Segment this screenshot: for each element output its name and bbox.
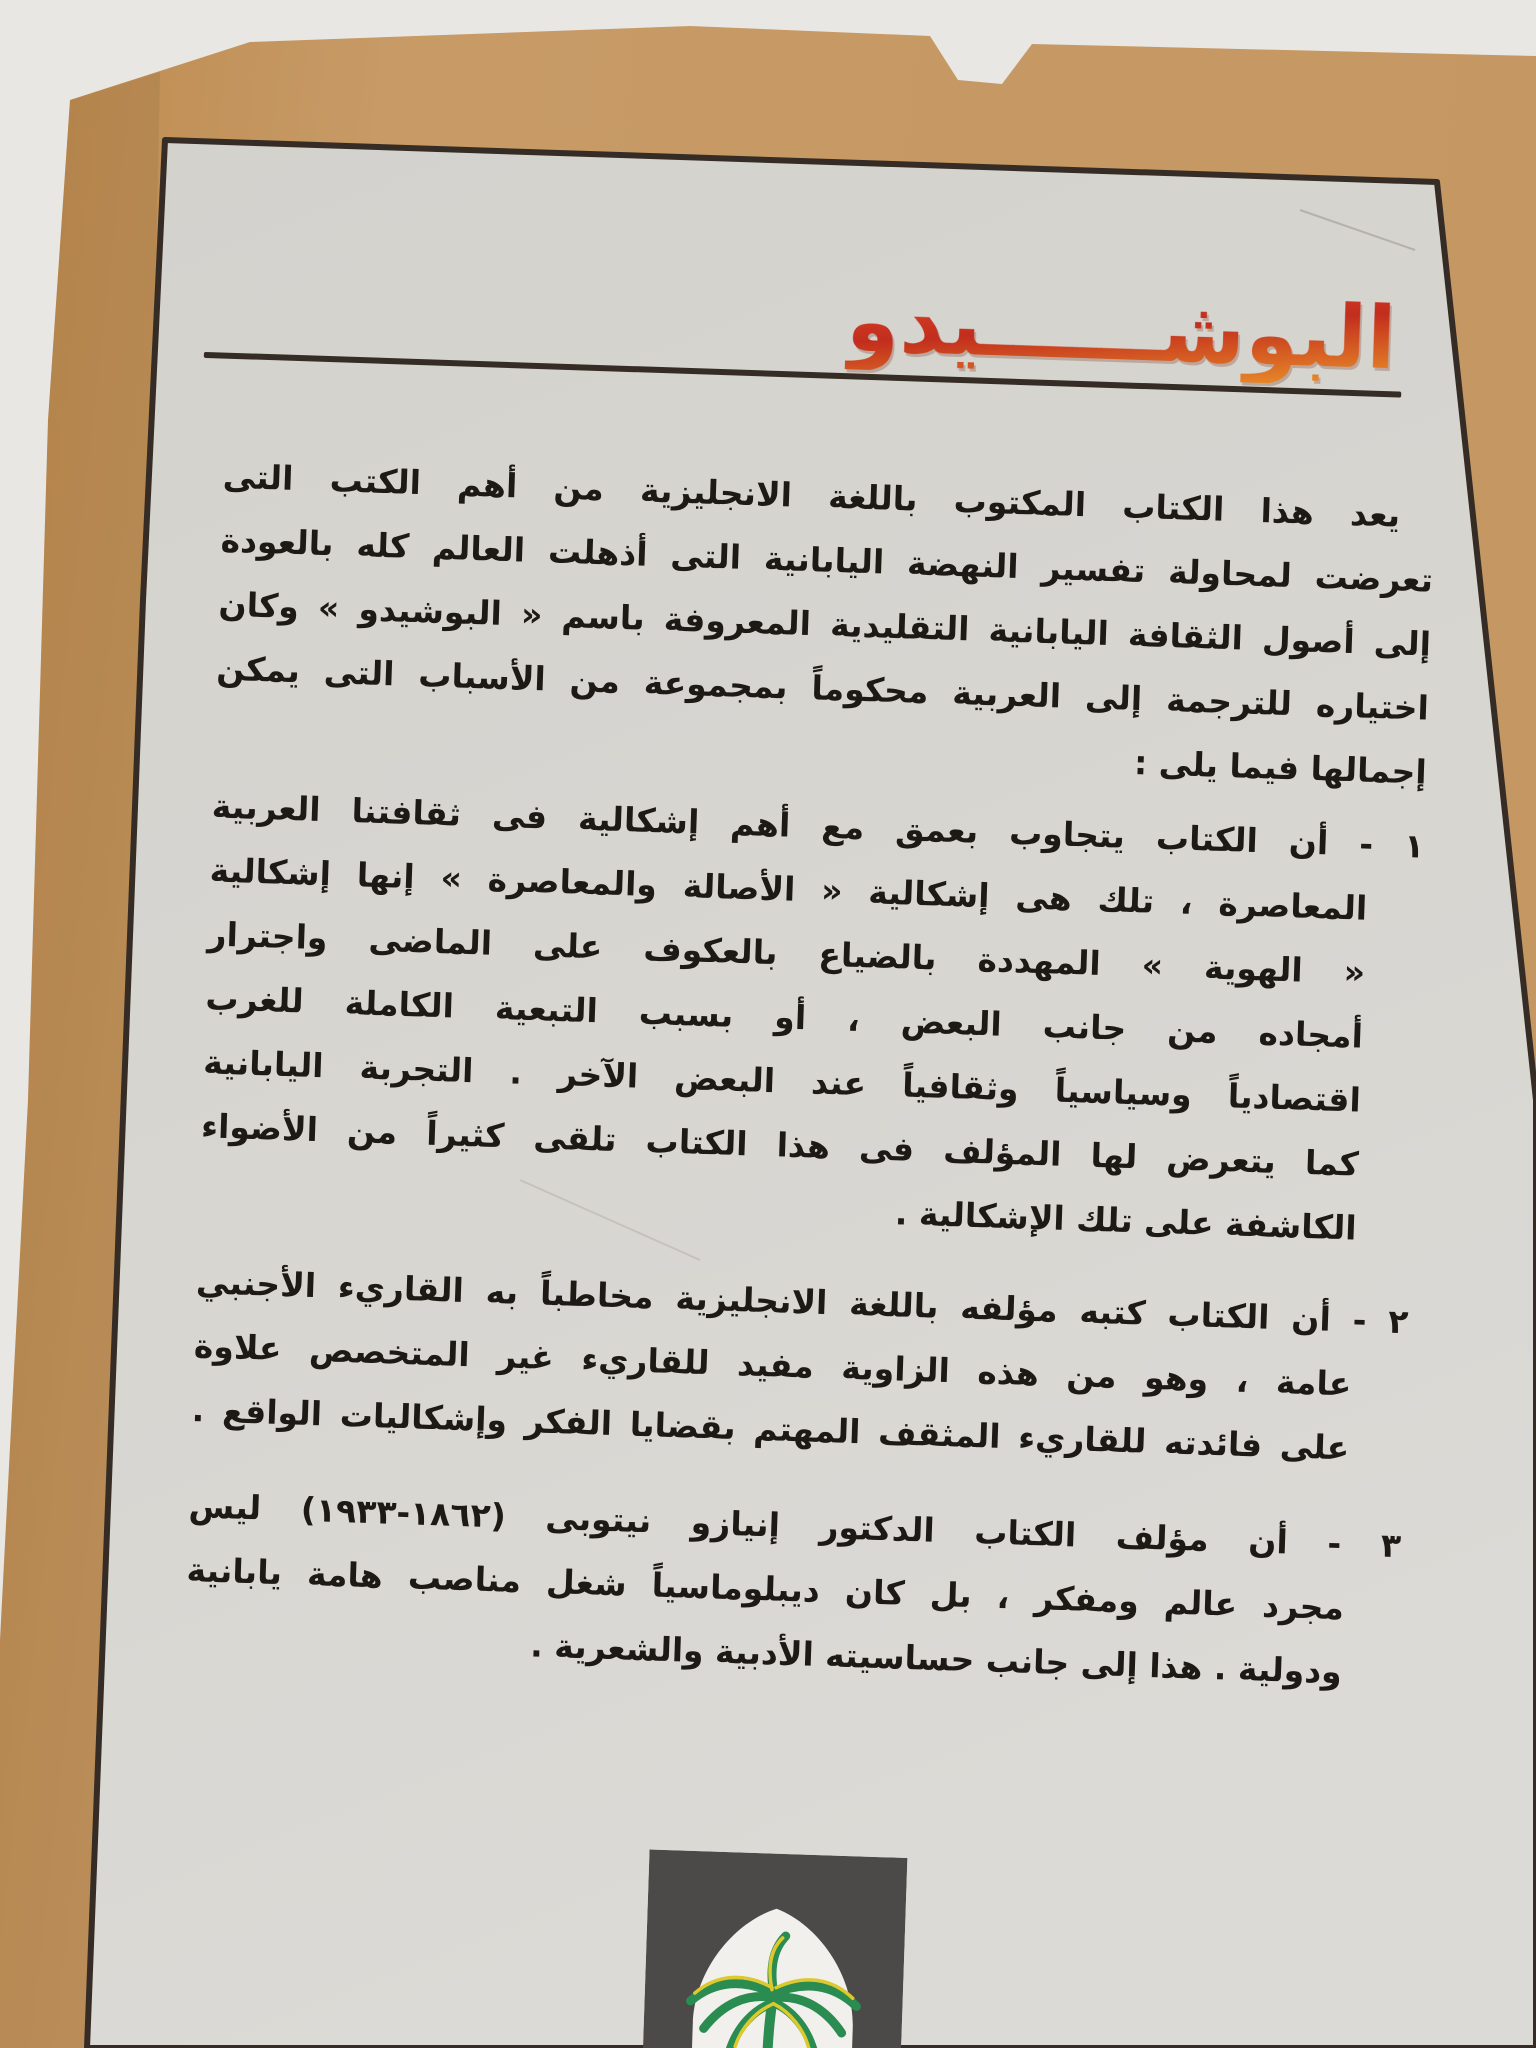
text-line: على فائدته للقاريء المثقف المهتم بقضايا الفكر وإشكاليات الواقع . xyxy=(191,1390,1350,1468)
text-line: ودولية . هذا إلى جانب حساسيته الأدبية والشعرية . xyxy=(529,1625,1343,1692)
intro-paragraph xyxy=(213,445,1436,805)
text-line: ٣ - أن مؤلف الكتاب الدكتور إنيازو نيتوبى (١٨٦٢-١٩٣٣) ليس xyxy=(188,1486,1402,1566)
text-line: كما يتعرض لها المؤلف فى هذا الكتاب تلقى كثيراً من الأضواء xyxy=(200,1106,1360,1184)
text-line: أمجاده من جانب البعض ، أو بسبب التبعية الكاملة للغرب xyxy=(204,978,1364,1056)
reason-item-2 xyxy=(191,1250,1410,1482)
text-line: يعد هذا الكتاب المكتوب باللغة الانجليزية من أهم الكتب التى xyxy=(222,456,1401,535)
book-title: البوشــــــيدو xyxy=(844,271,1398,390)
text-line: الكاشفة على تلك الإشكالية . xyxy=(894,1193,1358,1248)
text-line: إجمالها فيما يلى : xyxy=(1133,742,1428,792)
text-line: إلى أصول الثقافة اليابانية التقليدية المعروفة باسم « البوشيدو » وكان xyxy=(217,584,1432,664)
text-line: تعرضت لمحاولة تفسير النهضة اليابانية التى أذهلت العالم كله بالعودة xyxy=(220,520,1434,600)
reason-item-1 xyxy=(198,774,1425,1262)
text-line: ١ - أن الكتاب يتجاوب بعمق مع أهم إشكالية فى ثقافتنا العربية xyxy=(211,786,1425,866)
text-line: اختياره للترجمة إلى العربية محكوماً بمجموعة من الأسباب التى يمكن xyxy=(215,648,1430,728)
text-line: « الهوية » المهددة بالضياع بالعكوف على الماضى واجترار xyxy=(207,914,1366,992)
label-printed-content xyxy=(147,200,1454,2048)
palm-arch-star-logo-icon xyxy=(638,1849,907,2048)
text-line: ٢ - أن الكتاب كتبه مؤلفه باللغة الانجليزية مخاطباً به القاريء الأجنبي xyxy=(195,1262,1410,1342)
text-line: المعاصرة ، تلك هى إشكالية « الأصالة والمعاصرة » إنها إشكالية xyxy=(209,850,1368,928)
text-line: مجرد عالم ومفكر ، بل كان ديبلوماسياً شغل مناصب هامة يابانية xyxy=(185,1549,1345,1628)
text-line: اقتصادياً وسياسياً وثقافياً عند البعض الآخر . التجربة اليابانية xyxy=(202,1042,1362,1120)
title-row xyxy=(205,252,1398,390)
text-line: عامة ، وهو من هذه الزاوية مفيد للقاريء غير المتخصص علاوة xyxy=(193,1326,1353,1404)
reason-item-3 xyxy=(183,1474,1402,1706)
publisher-logo xyxy=(638,1849,907,2048)
